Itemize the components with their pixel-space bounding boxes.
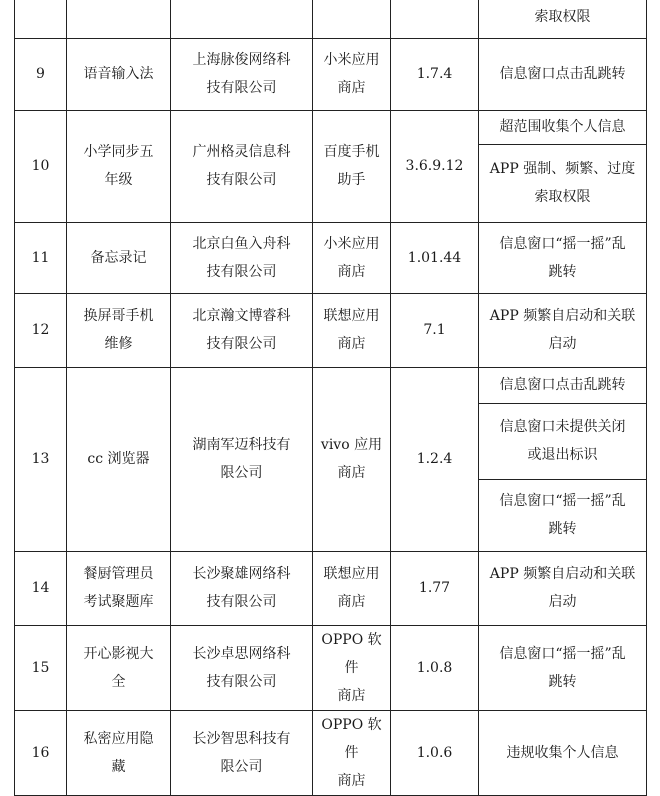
app-name: 小学同步五 年级 (67, 110, 171, 222)
app-version: 1.01.44 (391, 222, 479, 293)
app-store: 百度手机 助手 (313, 110, 391, 222)
app-store: 联想应用 商店 (313, 551, 391, 625)
row-number: 15 (15, 625, 67, 710)
table-row (15, 0, 647, 38)
app-store: OPPO 软件 商店 (313, 625, 391, 710)
issue-cell: 索取权限 (479, 0, 647, 38)
developer: 北京白鱼入舟科 技有限公司 (171, 222, 313, 293)
issue-cell: 信息窗口点击乱跳转 (479, 367, 647, 403)
app-version: 3.6.9.12 (391, 110, 479, 222)
developer: 上海脉俊网络科 技有限公司 (171, 38, 313, 110)
developer: 湖南军迈科技有 限公司 (171, 367, 313, 551)
app-name: 餐厨管理员 考试聚题库 (67, 551, 171, 625)
row-number: 12 (15, 293, 67, 367)
table-row (15, 551, 647, 625)
app-name: 备忘录记 (67, 222, 171, 293)
issue-cell: APP 频繁自启动和关联 启动 (479, 293, 647, 367)
app-name (67, 0, 171, 38)
issue-cell: 信息窗口未提供关闭 或退出标识 (479, 403, 647, 479)
app-version: 1.0.8 (391, 625, 479, 710)
row-number: 13 (15, 367, 67, 551)
table-row (15, 293, 647, 367)
app-version: 1.0.6 (391, 710, 479, 795)
issue-cell: APP 频繁自启动和关联 启动 (479, 551, 647, 625)
app-version: 1.2.4 (391, 367, 479, 551)
developer: 长沙智思科技有 限公司 (171, 710, 313, 795)
app-name: cc 浏览器 (67, 367, 171, 551)
developer: 长沙聚雄网络科 技有限公司 (171, 551, 313, 625)
app-store: 小米应用 商店 (313, 38, 391, 110)
app-name: 换屏哥手机 维修 (67, 293, 171, 367)
table-row (15, 110, 647, 144)
issue-cell: 信息窗口点击乱跳转 (479, 38, 647, 110)
row-number: 9 (15, 38, 67, 110)
app-store: vivo 应用 商店 (313, 367, 391, 551)
issue-cell: APP 强制、频繁、过度 索取权限 (479, 144, 647, 222)
row-number: 16 (15, 710, 67, 795)
app-version: 1.77 (391, 551, 479, 625)
app-store: 联想应用 商店 (313, 293, 391, 367)
app-name: 私密应用隐 藏 (67, 710, 171, 795)
issue-cell: 违规收集个人信息 (479, 710, 647, 795)
issue-cell: 超范围收集个人信息 (479, 110, 647, 144)
table-row (15, 222, 647, 293)
developer: 广州格灵信息科 技有限公司 (171, 110, 313, 222)
app-store (313, 0, 391, 38)
app-version: 1.7.4 (391, 38, 479, 110)
issue-cell: 信息窗口“摇一摇”乱 跳转 (479, 479, 647, 551)
row-number: 11 (15, 222, 67, 293)
developer: 长沙卓思网络科 技有限公司 (171, 625, 313, 710)
violation-table (14, 0, 647, 796)
table-row (15, 367, 647, 403)
app-version (391, 0, 479, 38)
row-number (15, 0, 67, 38)
row-number: 10 (15, 110, 67, 222)
app-name: 语音输入法 (67, 38, 171, 110)
app-store: 小米应用 商店 (313, 222, 391, 293)
app-store: OPPO 软件 商店 (313, 710, 391, 795)
table-row (15, 625, 647, 710)
developer (171, 0, 313, 38)
issue-cell: 信息窗口“摇一摇”乱 跳转 (479, 625, 647, 710)
app-name: 开心影视大 全 (67, 625, 171, 710)
issue-cell: 信息窗口“摇一摇”乱 跳转 (479, 222, 647, 293)
developer: 北京瀚文博睿科 技有限公司 (171, 293, 313, 367)
table-row (15, 710, 647, 795)
app-version: 7.1 (391, 293, 479, 367)
table-row (15, 38, 647, 110)
row-number: 14 (15, 551, 67, 625)
